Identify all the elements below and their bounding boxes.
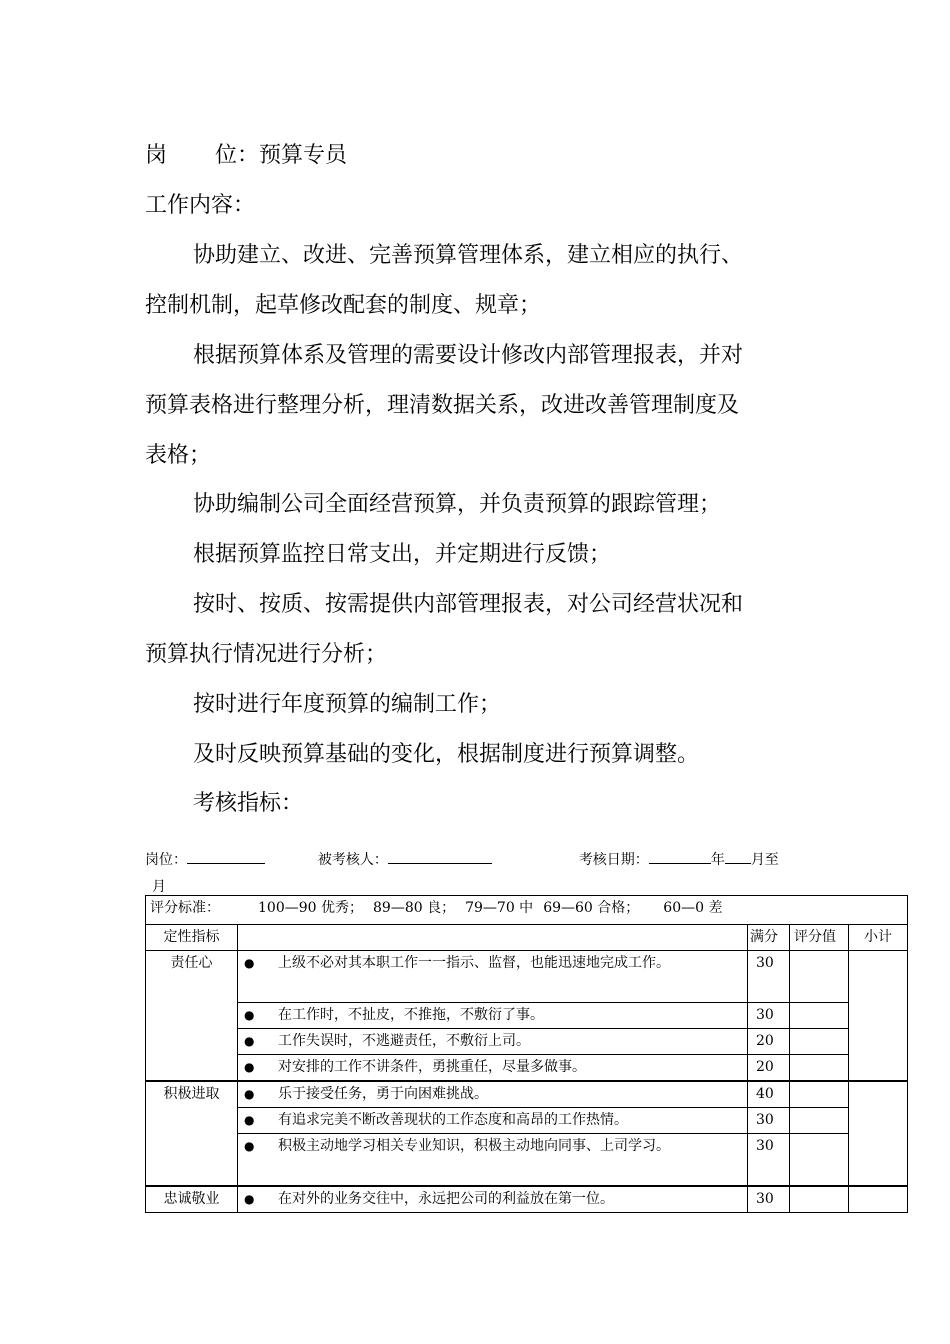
duty-line: 根据预算监控日常支出，并定期进行反馈；	[193, 542, 612, 567]
indicator-item	[238, 1134, 748, 1186]
indicator-item	[238, 1081, 748, 1108]
full-score-cell: 20	[748, 1055, 790, 1082]
duty-line: 按时进行年度预算的编制工作；	[193, 692, 502, 717]
bullet-icon: ●	[244, 1008, 255, 1022]
subtotal-cell[interactable]	[849, 951, 908, 1082]
bullet-icon: ●	[244, 1113, 255, 1127]
full-score-cell: 30	[748, 1108, 790, 1134]
indicator-item	[238, 1186, 748, 1213]
work-content-label: 工作内容：	[145, 193, 256, 218]
post-blank-field[interactable]	[187, 849, 265, 864]
scoring-standard-cell	[146, 896, 908, 925]
scoring-standard-label: 评分标准：	[150, 900, 220, 916]
bullet-icon: ●	[244, 1034, 255, 1048]
duty-line: 控制机制，起草修改配套的制度、规章；	[145, 293, 542, 318]
indicator-text: 上级不必对其本职工作一一指示、监督，也能迅速地完成工作。	[278, 955, 670, 971]
score-input-cell[interactable]	[790, 951, 849, 1003]
category-initiative: 积极进取	[146, 1081, 238, 1186]
indicator-item	[238, 951, 748, 1003]
score-input-cell[interactable]	[790, 1134, 849, 1186]
subtotal-cell[interactable]	[849, 1081, 908, 1186]
subtotal-cell[interactable]	[849, 1186, 908, 1213]
year-label: 年	[710, 852, 725, 868]
indicator-text: 有追求完美不断改善现状的工作态度和高昂的工作热情。	[278, 1112, 628, 1128]
category-loyalty: 忠诚敬业	[146, 1186, 238, 1213]
indicator-item	[238, 1055, 748, 1082]
full-score-cell: 30	[748, 1003, 790, 1029]
score-input-cell[interactable]	[790, 1055, 849, 1082]
full-score-cell: 30	[748, 1134, 790, 1186]
grade-pass: 69—60 合格；	[543, 900, 640, 916]
duty-line: 及时反映预算基础的变化，根据制度进行预算调整。	[193, 742, 700, 767]
grade-excellent: 100—90 优秀；	[258, 900, 363, 916]
table-row	[146, 1108, 908, 1134]
duty-line: 预算表格进行整理分析，理清数据关系，改进改善管理制度及	[145, 393, 740, 418]
duty-line: 协助建立、改进、完善预算管理体系，建立相应的执行、	[193, 243, 744, 268]
grade-medium: 79—70 中	[465, 900, 534, 916]
date-label: 考核日期：	[578, 852, 649, 868]
header-description	[238, 925, 748, 951]
table-row	[146, 1055, 908, 1082]
duty-line: 预算执行情况进行分析；	[145, 642, 388, 667]
month-end-label: 月	[152, 879, 166, 895]
post-label-part-a: 岗	[145, 143, 168, 168]
table-row	[146, 1134, 908, 1186]
bullet-icon: ●	[244, 1060, 255, 1074]
bullet-icon: ●	[244, 1191, 255, 1206]
category-responsibility: 责任心	[146, 951, 238, 1082]
assessee-blank-field[interactable]	[388, 849, 492, 864]
indicator-text: 对安排的工作不讲条件，勇挑重任，尽量多做事。	[278, 1059, 586, 1075]
table-row	[146, 1081, 908, 1108]
table-header-row	[146, 925, 908, 951]
indicator-text: 工作失误时，不逃避责任，不敷衍上司。	[278, 1033, 530, 1049]
scoring-standard-row	[146, 896, 908, 925]
score-input-cell[interactable]	[790, 1029, 849, 1055]
form-post-label: 岗位：	[145, 852, 187, 868]
assessee-label: 被考核人：	[317, 852, 388, 868]
bullet-icon: ●	[244, 1087, 255, 1101]
indicator-text: 乐于接受任务，勇于向困难挑战。	[278, 1086, 488, 1102]
table-row	[146, 1029, 908, 1055]
header-score-value: 评分值	[790, 925, 849, 951]
month-blank-field[interactable]	[725, 849, 751, 864]
bullet-icon: ●	[244, 956, 255, 970]
header-subtotal: 小计	[849, 925, 908, 951]
assessment-table	[145, 895, 908, 1213]
month-to-label: 月至	[750, 852, 779, 868]
indicator-item	[238, 1029, 748, 1055]
bullet-icon: ●	[244, 1139, 255, 1153]
score-input-cell[interactable]	[790, 1081, 849, 1108]
indicator-item	[238, 1108, 748, 1134]
full-score-cell: 20	[748, 1029, 790, 1055]
year-blank-field[interactable]	[649, 849, 711, 864]
score-input-cell[interactable]	[790, 1186, 849, 1213]
assessment-indicators-label: 考核指标：	[193, 791, 304, 816]
indicator-text: 积极主动地学习相关专业知识，积极主动地向同事、上司学习。	[278, 1138, 670, 1154]
indicator-item	[238, 1003, 748, 1029]
table-row	[146, 1003, 908, 1029]
full-score-cell: 40	[748, 1081, 790, 1108]
form-info-row	[145, 849, 835, 869]
full-score-cell: 30	[748, 951, 790, 1003]
duty-line: 协助编制公司全面经营预算，并负责预算的跟踪管理；	[193, 492, 722, 517]
post-title	[145, 138, 347, 169]
duty-line: 按时、按质、按需提供内部管理报表，对公司经营状况和	[193, 592, 744, 617]
header-full-score: 满分	[748, 925, 790, 951]
duty-line: 表格；	[145, 443, 212, 468]
post-label-part-b: 位：预算专员	[215, 143, 348, 168]
full-score-cell: 30	[748, 1186, 790, 1213]
table-row	[146, 951, 908, 1003]
score-input-cell[interactable]	[790, 1108, 849, 1134]
header-category: 定性指标	[146, 925, 238, 951]
table-row	[146, 1186, 908, 1213]
grade-good: 89—80 良；	[373, 900, 456, 916]
score-input-cell[interactable]	[790, 1003, 849, 1029]
grade-poor: 60—0 差	[663, 900, 723, 916]
indicator-text: 在工作时，不扯皮，不推拖，不敷衍了事。	[278, 1007, 544, 1023]
duty-line: 根据预算体系及管理的需要设计修改内部管理报表，并对	[193, 343, 744, 368]
indicator-text: 在对外的业务交往中，永远把公司的利益放在第一位。	[278, 1190, 614, 1207]
